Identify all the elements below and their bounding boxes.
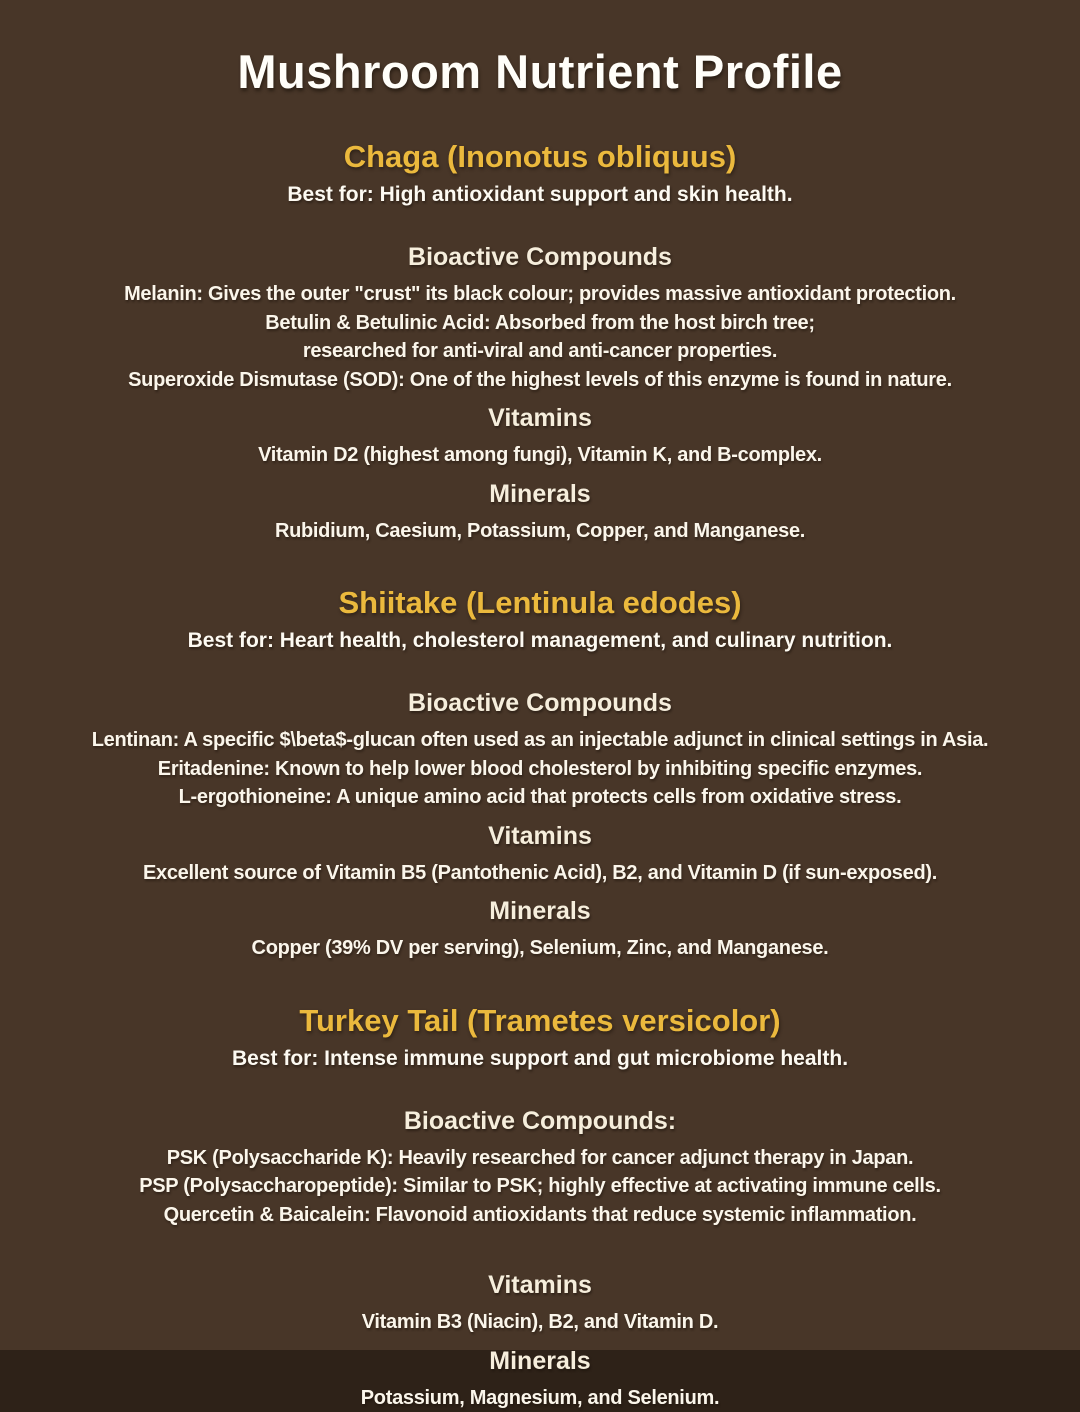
vitamins-heading: Vitamins	[0, 822, 1080, 851]
best-for-chaga: Best for: High antioxidant support and skin health.	[0, 183, 1080, 207]
chaga-vitamins-block	[0, 404, 1080, 470]
bioactive-heading: Bioactive Compounds	[0, 243, 1080, 272]
species-title-chaga: Chaga (Inonotus obliquus)	[0, 139, 1080, 175]
section-turkey-tail	[0, 1003, 1080, 1412]
compound-line: PSK (Polysaccharide K): Heavily researched for cancer adjunct therapy in Japan.	[0, 1144, 1080, 1173]
species-title-turkey-tail: Turkey Tail (Trametes versicolor)	[0, 1003, 1080, 1039]
chaga-bioactive-block	[0, 243, 1080, 394]
vitamins-line: Vitamin B3 (Niacin), B2, and Vitamin D.	[0, 1308, 1080, 1337]
shiitake-minerals-block	[0, 897, 1080, 963]
shiitake-vitamins-block	[0, 822, 1080, 888]
minerals-heading: Minerals	[0, 897, 1080, 926]
minerals-line: Potassium, Magnesium, and Selenium.	[0, 1384, 1080, 1412]
minerals-line: Rubidium, Caesium, Potassium, Copper, and Manganese.	[0, 517, 1080, 546]
section-chaga	[0, 139, 1080, 545]
vitamins-line: Vitamin D2 (highest among fungi), Vitamin K, and B-complex.	[0, 441, 1080, 470]
compound-line: L-ergothioneine: A unique amino acid that protects cells from oxidative stress.	[0, 783, 1080, 812]
minerals-line: Copper (39% DV per serving), Selenium, Zinc, and Manganese.	[0, 934, 1080, 963]
bioactive-heading: Bioactive Compounds:	[0, 1107, 1080, 1136]
turkey-tail-minerals-block	[0, 1347, 1080, 1412]
compound-line: researched for anti-viral and anti-cancer properties.	[0, 337, 1080, 366]
compound-line: Lentinan: A specific $\beta$-glucan often used as an injectable adjunct in clinical settings in Asia.	[0, 726, 1080, 755]
bioactive-heading: Bioactive Compounds	[0, 689, 1080, 718]
vitamins-heading: Vitamins	[0, 1271, 1080, 1300]
best-for-shiitake: Best for: Heart health, cholesterol management, and culinary nutrition.	[0, 629, 1080, 653]
compound-line: Superoxide Dismutase (SOD): One of the highest levels of this enzyme is found in nature.	[0, 366, 1080, 395]
shiitake-bioactive-block	[0, 689, 1080, 812]
section-gap	[0, 1229, 1080, 1261]
vitamins-heading: Vitamins	[0, 404, 1080, 433]
turkey-tail-bioactive-block	[0, 1107, 1080, 1230]
compound-line: Eritadenine: Known to help lower blood cholesterol by inhibiting specific enzymes.	[0, 755, 1080, 784]
minerals-heading: Minerals	[0, 480, 1080, 509]
page-title: Mushroom Nutrient Profile	[0, 0, 1080, 99]
turkey-tail-vitamins-block	[0, 1271, 1080, 1337]
compound-line: PSP (Polysaccharopeptide): Similar to PSK; highly effective at activating immune cells.	[0, 1172, 1080, 1201]
vitamins-line: Excellent source of Vitamin B5 (Pantothenic Acid), B2, and Vitamin D (if sun-exposed).	[0, 859, 1080, 888]
chaga-minerals-block	[0, 480, 1080, 546]
compound-line: Quercetin & Baicalein: Flavonoid antioxidants that reduce systemic inflammation.	[0, 1201, 1080, 1230]
section-shiitake	[0, 585, 1080, 963]
best-for-turkey-tail: Best for: Intense immune support and gut microbiome health.	[0, 1047, 1080, 1071]
species-title-shiitake: Shiitake (Lentinula edodes)	[0, 585, 1080, 621]
minerals-heading: Minerals	[0, 1347, 1080, 1376]
compound-line: Melanin: Gives the outer "crust" its black colour; provides massive antioxidant protection.	[0, 280, 1080, 309]
compound-line: Betulin & Betulinic Acid: Absorbed from the host birch tree;	[0, 309, 1080, 338]
